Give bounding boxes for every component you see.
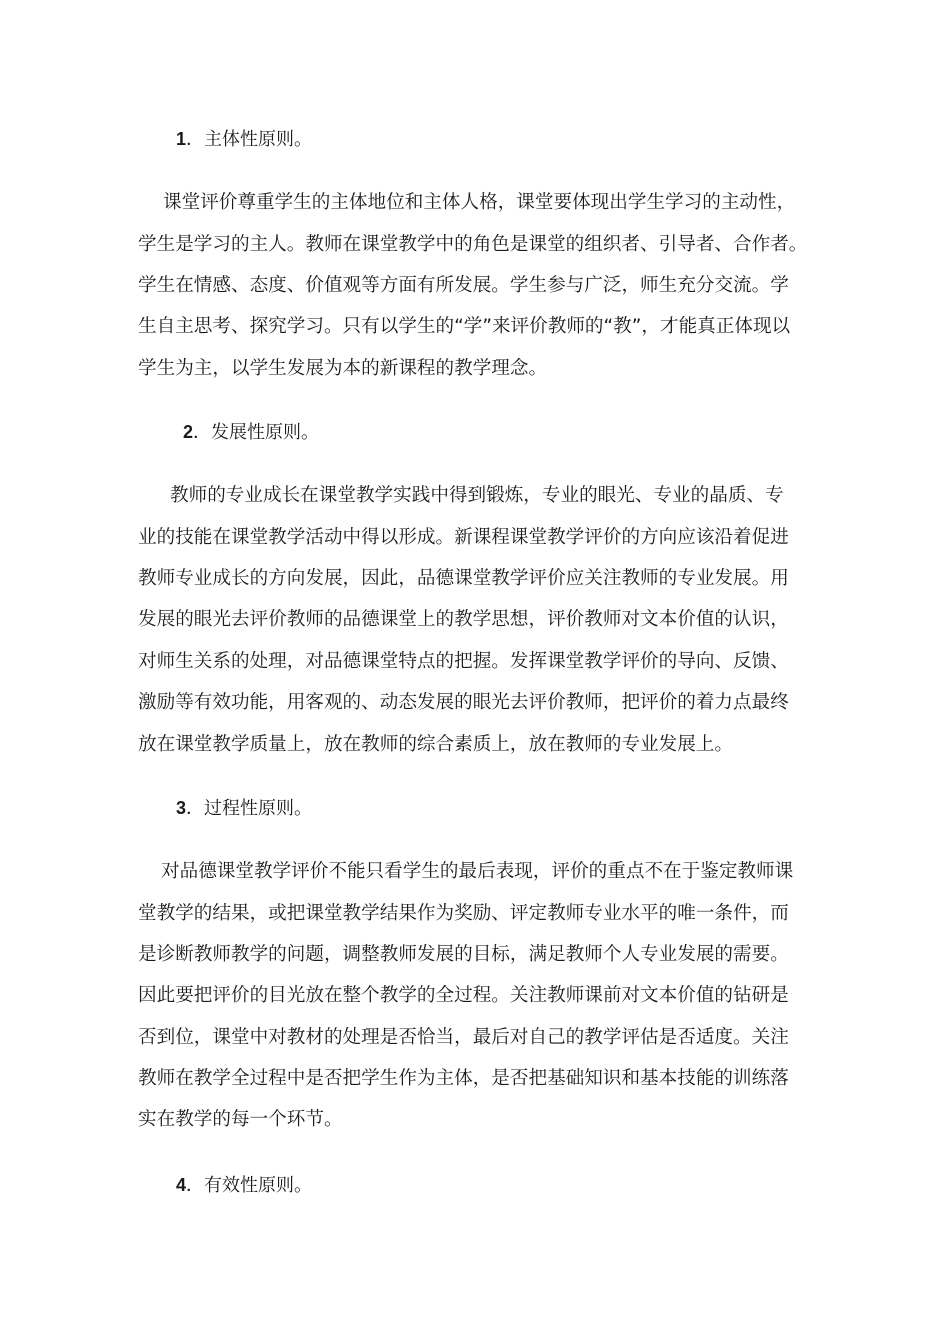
paragraph-line: 生自主思考、探究学习。只有以学生的“学”来评价教师的“教”，才能真正体现以: [138, 316, 791, 337]
paragraph-line: 因此要把评价的目光放在整个教学的全过程。关注教师课前对文本价值的钻研是: [138, 985, 789, 1006]
paragraph-line: 实在教学的每一个环节。: [138, 1109, 343, 1130]
paragraph-line: 堂教学的结果，或把课堂教学结果作为奖励、评定教师专业水平的唯一条件，而: [138, 903, 789, 924]
section-heading: [183, 420, 319, 445]
paragraph-line: 学生为主，以学生发展为本的新课程的教学理念。: [138, 358, 548, 379]
section-number: 2: [183, 422, 194, 442]
paragraph-line: 否到位，课堂中对教材的处理是否恰当，最后对自己的教学评估是否适度。关注: [138, 1027, 789, 1048]
paragraph-line: 教师在教学全过程中是否把学生作为主体，是否把基础知识和基本技能的训练落: [138, 1068, 789, 1089]
section-number: 1: [176, 129, 187, 149]
paragraph-line: 课堂评价尊重学生的主体地位和主体人格，课堂要体现出学生学习的主动性，: [163, 192, 796, 213]
section-number: 4: [176, 1175, 187, 1195]
section-title: ．发展性原则。: [193, 422, 320, 443]
paragraph-line: 学生是学习的主人。教师在课堂教学中的角色是课堂的组织者、引导者、合作者。: [138, 234, 808, 255]
paragraph-line: 学生在情感、态度、价值观等方面有所发展。学生参与广泛，师生充分交流。学: [138, 275, 789, 296]
paragraph-line: 教师专业成长的方向发展，因此，品德课堂教学评价应关注教师的专业发展。用: [138, 568, 789, 589]
paragraph-line: 对师生关系的处理，对品德课堂特点的把握。发挥课堂教学评价的导向、反馈、: [138, 651, 789, 672]
section-title: ．过程性原则。: [186, 798, 313, 819]
paragraph-line: 是诊断教师教学的问题，调整教师发展的目标，满足教师个人专业发展的需要。: [138, 944, 789, 965]
section-heading: [176, 1173, 312, 1198]
paragraph-line: 发展的眼光去评价教师的品德课堂上的教学思想，评价教师对文本价值的认识，: [138, 609, 789, 630]
paragraph-line: 对品德课堂教学评价不能只看学生的最后表现，评价的重点不在于鉴定教师课: [161, 861, 794, 882]
section-heading: [176, 127, 312, 152]
paragraph-line: 业的技能在课堂教学活动中得以形成。新课程课堂教学评价的方向应该沿着促进: [138, 527, 789, 548]
section-title: ．主体性原则。: [186, 129, 313, 150]
section-heading: [176, 796, 312, 821]
section-title: ．有效性原则。: [186, 1175, 313, 1196]
paragraph-line: 激励等有效功能，用客观的、动态发展的眼光去评价教师，把评价的着力点最终: [138, 692, 789, 713]
paragraph-line: 教师的专业成长在课堂教学实践中得到锻炼，专业的眼光、专业的晶质、专: [170, 485, 784, 506]
section-number: 3: [176, 798, 187, 818]
paragraph-line: 放在课堂教学质量上，放在教师的综合素质上，放在教师的专业发展上。: [138, 734, 734, 755]
